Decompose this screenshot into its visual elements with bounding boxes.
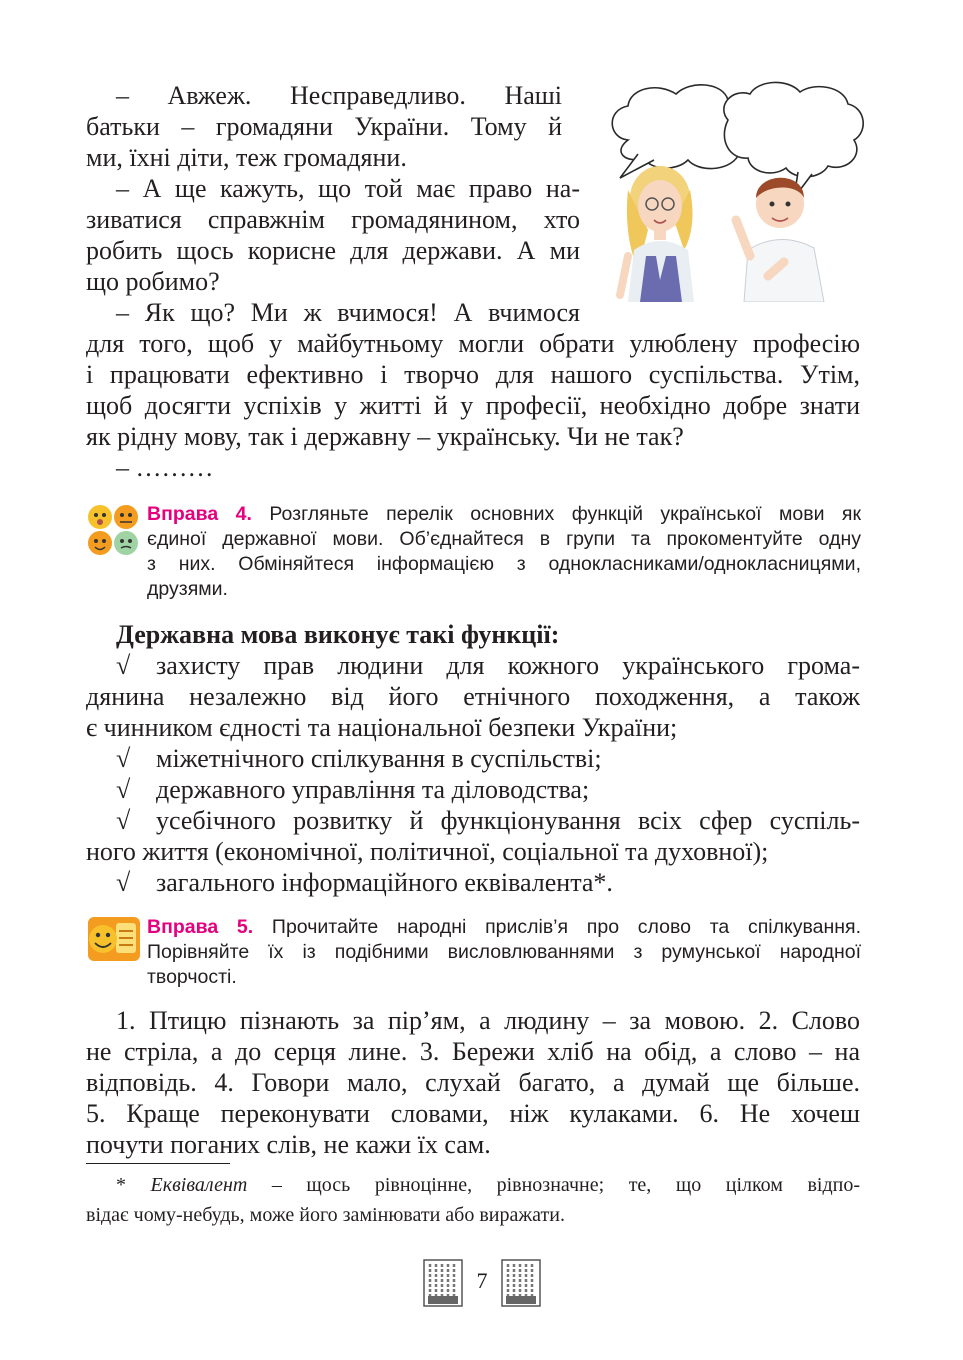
dialogue-line: – ……… — [116, 453, 214, 482]
proverbs-line: відповідь. 4. Говори мало, слухай багато, а думай ще більше. — [86, 1068, 860, 1097]
dialogue-line: – А ще кажуть, що той має право на- — [116, 174, 580, 203]
dialogue-line: робить щось корисне для держави. А ми — [86, 236, 580, 265]
footnote-term: Еквівалент — [150, 1174, 248, 1196]
function-item: √ захисту прав людини для кожного українського грома- — [86, 650, 860, 681]
dialogue-line: як рідну мову, так і державну – українську. Чи не так? — [86, 422, 684, 451]
page-number: 7 — [476, 1268, 488, 1293]
proverbs-line: 5. Краще переконувати словами, ніж кулаками. 6. Не хочеш — [86, 1099, 860, 1128]
dialogue-line: ми, їхні діти, теж громадяни. — [86, 143, 407, 172]
function-item-cont: є чинником єдності та національної безпеки України; — [86, 713, 678, 742]
check-mark: √ — [116, 651, 131, 680]
function-item-cont: дянина незалежно від його етнічного походження, а також — [86, 682, 860, 711]
exercise-4-line: з них. Обміняйтеся інформацією з однокласниками/однокласницями, — [147, 553, 861, 575]
ornament-right-icon — [498, 1256, 544, 1310]
dialogue-line: – Як що? Ми ж вчимося! А вчимося — [116, 298, 580, 327]
dialogue-line: що робимо? — [86, 267, 220, 296]
smiley-card-icon — [86, 913, 142, 965]
exercise-4-label: Вправа 4. — [147, 503, 252, 525]
exercise-5-line: Вправа 5. Прочитайте народні прислів’я про слово та спілкування. — [147, 916, 861, 938]
emoji-faces-icon — [86, 503, 142, 559]
children-talking-illustration — [598, 80, 870, 302]
check-mark: √ — [116, 806, 131, 835]
proverbs-line: почути поганих слів, не кажи їх сам. — [86, 1130, 491, 1159]
exercise-4-line: друзями. — [147, 578, 228, 600]
function-item-cont: ного життя (економічної, політичної, соціальної та духовної); — [86, 837, 769, 866]
dialogue-line: зиватися справжнім громадянином, хто — [86, 205, 580, 234]
footnote-line: відає чому-небудь, може його замінювати або виражати. — [86, 1204, 565, 1226]
function-item: √ державного управління та діловодства; — [86, 774, 860, 805]
exercise-4-line: Вправа 4. Розгляньте перелік основних функцій української мови як — [147, 503, 862, 525]
speech-bubble-right — [724, 82, 863, 176]
function-item: √ міжетнічного спілкування в суспільстві; — [86, 743, 860, 774]
function-item: √ усебічного розвитку й функціонування всіх сфер суспіль- — [86, 805, 860, 836]
check-mark: √ — [116, 744, 131, 773]
exercise-5-label: Вправа 5. — [147, 916, 254, 938]
dialogue-line: – Авжеж. Несправедливо. Наші — [116, 81, 562, 110]
functions-heading: Державна мова виконує такі функції: — [116, 620, 560, 649]
exercise-5-line: творчості. — [147, 966, 237, 988]
proverbs-line: не стріла, а до серця лине. 3. Бережи хліб на обід, а слово – на — [86, 1037, 860, 1066]
footnote-line: * Еквівалент – щось рівноцінне, рівнозначне; те, що цілком відпо- — [116, 1174, 861, 1196]
dialogue-line: для того, щоб у майбутньому могли обрати улюблену професію — [86, 329, 860, 358]
exercise-4-line: єдиної державної мови. Об’єднайтеся в групи та прокоментуйте одну — [147, 528, 861, 550]
dialogue-line: щоб досягти успіхів у житті й у професії, необхідно добре знати — [86, 391, 860, 420]
check-mark: √ — [116, 775, 131, 804]
dialogue-line: і працювати ефективно і творчо для нашого суспільства. Утім, — [86, 360, 860, 389]
footnote-rule — [86, 1163, 230, 1164]
dialogue-line: батьки – громадяни України. Тому й — [86, 112, 562, 141]
function-item: √ загального інформаційного еквівалента*. — [86, 867, 860, 898]
check-mark: √ — [116, 868, 131, 897]
exercise-5-line: Порівняйте їх із подібними висловлюваннями з румунської народної — [147, 941, 861, 963]
proverbs-line: 1. Птицю пізнають за пір’ям, а людину – за мовою. 2. Слово — [116, 1006, 860, 1035]
ornament-left-icon — [420, 1256, 466, 1310]
